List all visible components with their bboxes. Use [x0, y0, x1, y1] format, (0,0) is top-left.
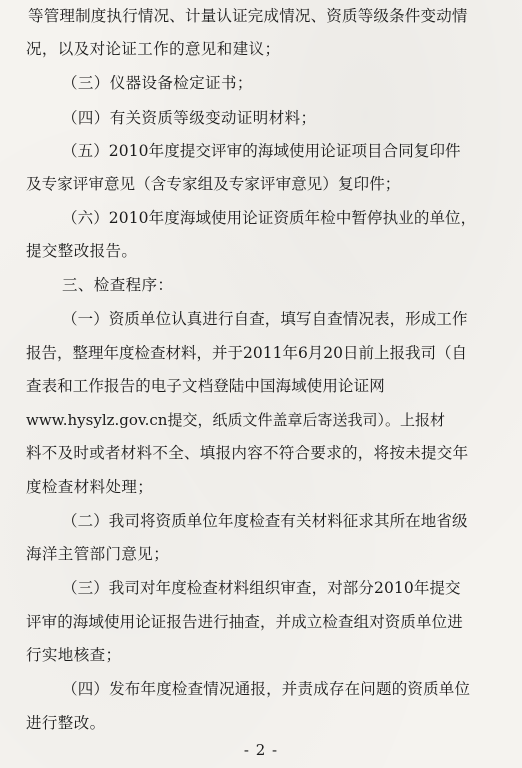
text-line: www.hysylz.gov.cn提交，纸质文件盖章后寄送我司）。上报材: [26, 411, 445, 429]
text-line: 及专家评审意见（含专家组及专家评审意见）复印件；: [26, 175, 401, 193]
text-line: 行实地核查；: [26, 646, 122, 664]
list-item: （四）有关资质等级变动证明材料；: [62, 109, 317, 127]
page-number: - 2 -: [243, 741, 279, 759]
text-line: 况，以及对论证工作的意见和建议；: [26, 40, 281, 58]
text-line: 等管理制度执行情况、计量认证完成情况、资质等级条件变动情: [28, 7, 468, 25]
list-item: （五）2010年度提交评审的海域使用论证项目合同复印件: [62, 142, 461, 160]
text-line: 提交整改报告。: [26, 242, 138, 260]
list-item: （四）发布年度检查情况通报，并责成存在问题的资质单位: [62, 680, 471, 698]
list-item: （三）仪器设备检定证书；: [62, 74, 253, 92]
text-line: 料不及时或者材料不全、填报内容不符合要求的，将按未提交年: [26, 444, 469, 462]
list-item: （二）我司将资质单位年度检查有关材料征求其所在地省级: [62, 512, 468, 530]
text-line: 查表和工作报告的电子文档登陆中国海域使用论证网: [26, 377, 385, 395]
text-line: 度检查材料处理；: [26, 478, 154, 496]
list-item: （六）2010年度海域使用论证资质年检中暂停执业的单位，: [62, 209, 477, 227]
list-item: （三）我司对年度检查材料组织审查，对部分2010年提交: [62, 579, 461, 597]
text-line: 评审的海域使用论证报告进行抽查，并成立检查组对资质单位进: [26, 613, 463, 631]
text-line: 进行整改。: [26, 714, 106, 732]
text-line: 海洋主管部门意见；: [26, 545, 170, 563]
text-line: 报告，整理年度检查材料，并于2011年6月20日前上报我司（自: [26, 344, 468, 362]
list-item: （一）资质单位认真进行自查，填写自查情况表，形成工作: [62, 310, 468, 328]
section-heading: 三、检查程序：: [62, 276, 174, 294]
